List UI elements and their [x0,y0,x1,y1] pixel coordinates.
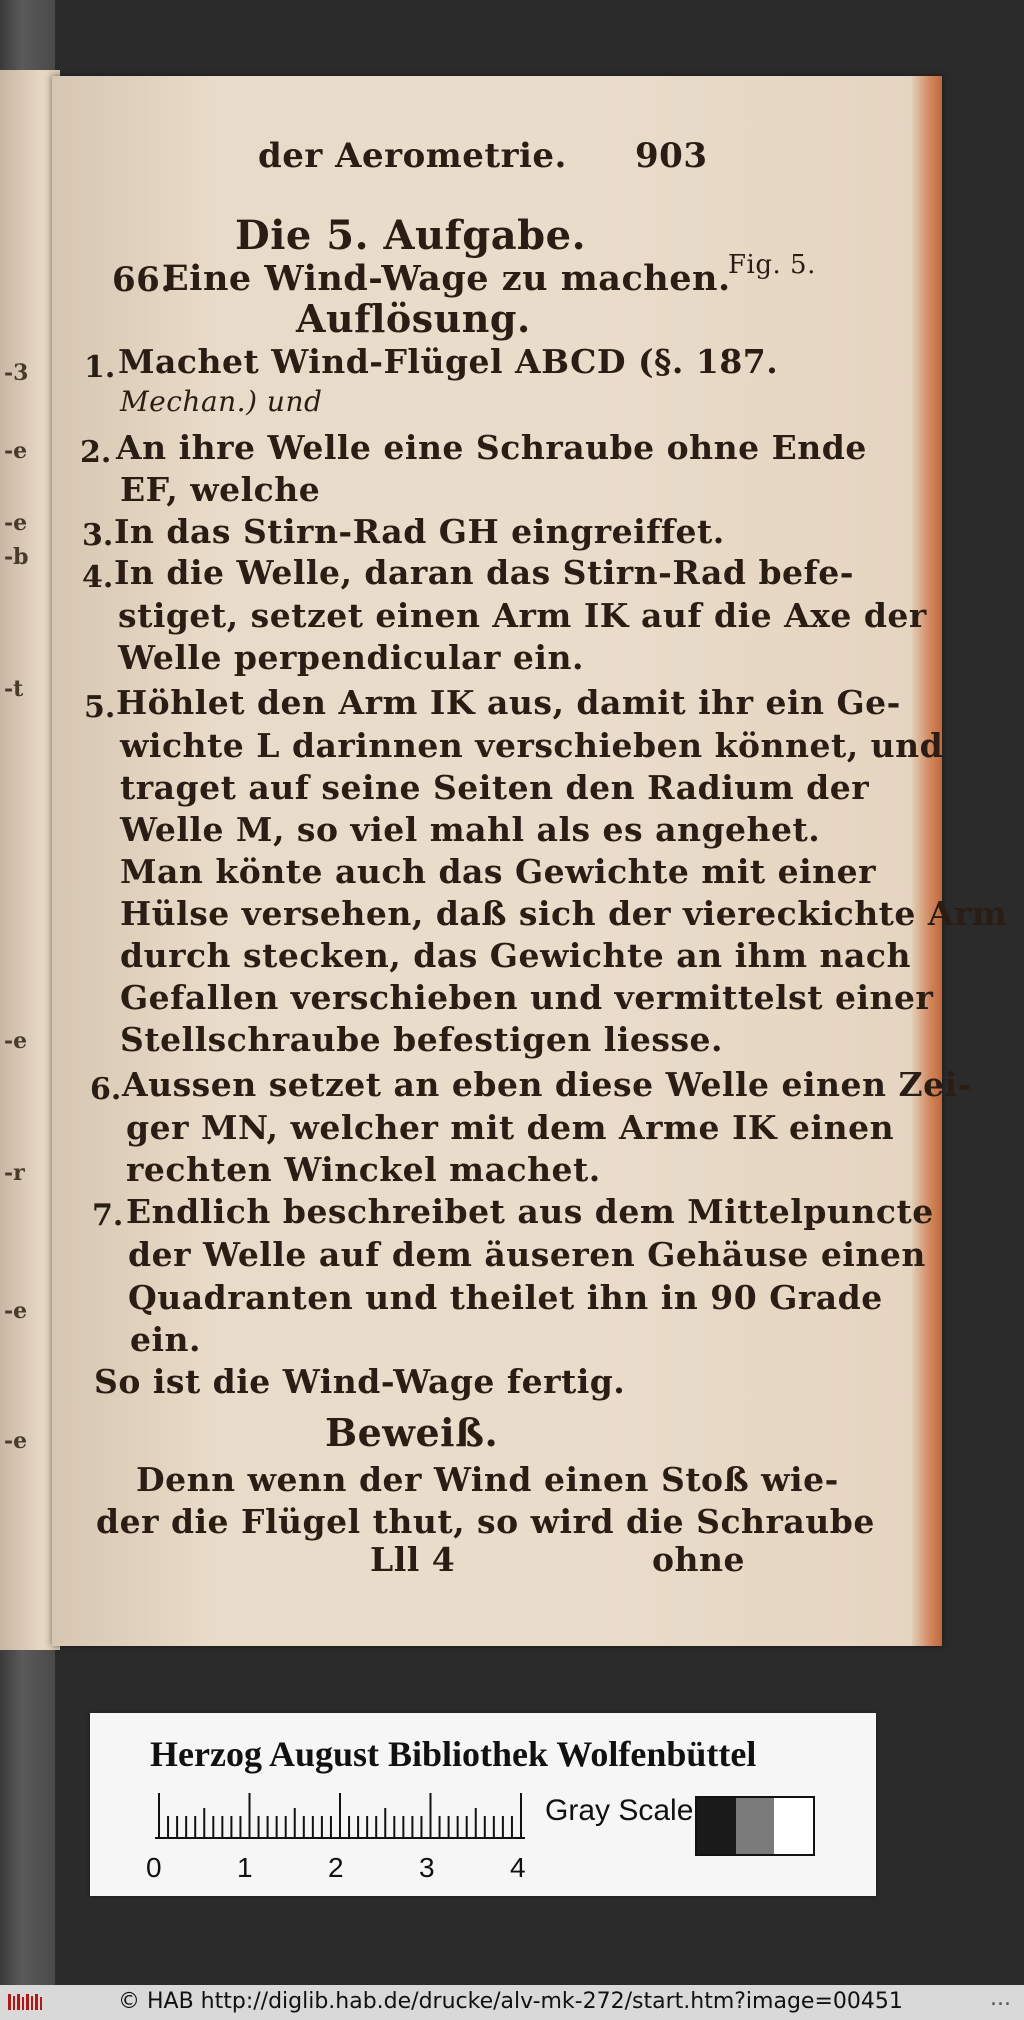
step-line: Gefallen verschieben und vermittelst einer [120,978,934,1017]
task-heading: Die 5. Aufgabe. [235,212,586,259]
copyright-url[interactable]: © HAB http://diglib.hab.de/drucke/alv-mk-272/start.htm?image=00451 [118,1989,903,2014]
ruler-label: 0 [146,1852,162,1883]
step-line: Mechan.) und [120,385,323,418]
more-options-icon[interactable]: ... [990,1986,1011,2011]
step-number: 6. [90,1072,122,1107]
hab-logo-icon [6,1990,46,2014]
step-line: Welle perpendicular ein. [118,638,584,677]
ruler-label: 2 [328,1852,344,1883]
ruler-label: 1 [237,1852,253,1883]
step-number: 2. [80,435,112,470]
step-line: Stellschraube befestigen liesse. [120,1020,724,1059]
step-line: Aussen setzet an eben diese Welle einen Zei- [122,1065,972,1104]
ruler-label: 4 [510,1852,526,1883]
step-line: stiget, setzet einen Arm IK auf die Axe der [118,596,927,635]
step-line: Hülse versehen, daß sich der viereckichte Arm [120,894,1008,933]
signature-mark: Lll 4 [370,1540,456,1579]
step-number: 7. [92,1198,124,1233]
step-number: 1. [84,350,116,385]
step-line: wichte L darinnen verschieben könnet, und [120,726,944,765]
step-line: Endlich beschreibet aus dem Mittelpuncte [126,1192,934,1231]
gray-swatch-mid [736,1798,775,1854]
library-name: Herzog August Bibliothek Wolfenbüttel [150,1734,757,1774]
step-line: In die Welle, daran das Stirn-Rad befe- [114,553,854,592]
page-red-edge [912,76,942,1646]
step-line: rechten Winckel machet. [126,1150,601,1189]
step-line: Quadranten und theilet ihn in 90 Grade [128,1278,883,1317]
step-line: ein. [130,1320,202,1359]
step-line: Man könte auch das Gewichte mit einer [120,852,876,891]
step-line: Machet Wind-Flügel ABCD (§. 187. [118,342,779,381]
previous-page-edge: -3 -e -e -b -t -e -r -e -e [0,70,60,1650]
proof-line: Denn wenn der Wind einen Stoß wie- [136,1460,839,1499]
solution-heading: Auflösung. [296,296,531,341]
step-line: In das Stirn-Rad GH eingreiffet. [114,512,725,551]
gray-swatch-light [774,1798,813,1854]
proof-line: der die Flügel thut, so wird die Schraube [96,1502,875,1541]
step-line: durch stecken, das Gewichte an ihm nach [120,936,911,975]
catchword: ohne [652,1540,745,1579]
step-line: An ihre Welle eine Schraube ohne Ende [116,428,867,467]
step-line: EF, welche [120,470,321,509]
step-line: ger MN, welcher mit dem Arme IK einen [126,1108,895,1147]
gray-scale-label: Gray Scale [545,1794,694,1827]
running-head: der Aerometrie. [258,136,567,176]
task-title: Eine Wind-Wage zu machen. [162,258,731,299]
step-number: 3. [82,518,114,553]
figure-reference: Fig. 5. [728,250,816,280]
ruler-label: 3 [419,1852,435,1883]
page-number: 903 [635,136,708,176]
gray-swatch-dark [697,1798,736,1854]
step-line: der Welle auf dem äuseren Gehäuse einen [128,1235,926,1274]
gray-scale-swatches [695,1796,815,1856]
step-line: traget auf seine Seiten den Radium der [120,768,870,807]
ruler-scale [155,1793,525,1848]
conclusion: So ist die Wind-Wage fertig. [94,1362,626,1401]
step-line: Höhlet den Arm IK aus, damit ihr ein Ge- [116,683,901,722]
task-number: 66. [112,260,173,300]
step-line: Welle M, so viel mahl als es angehet. [120,810,821,849]
step-number: 4. [82,560,114,595]
proof-heading: Beweiß. [325,1410,499,1455]
step-number: 5. [84,690,116,725]
